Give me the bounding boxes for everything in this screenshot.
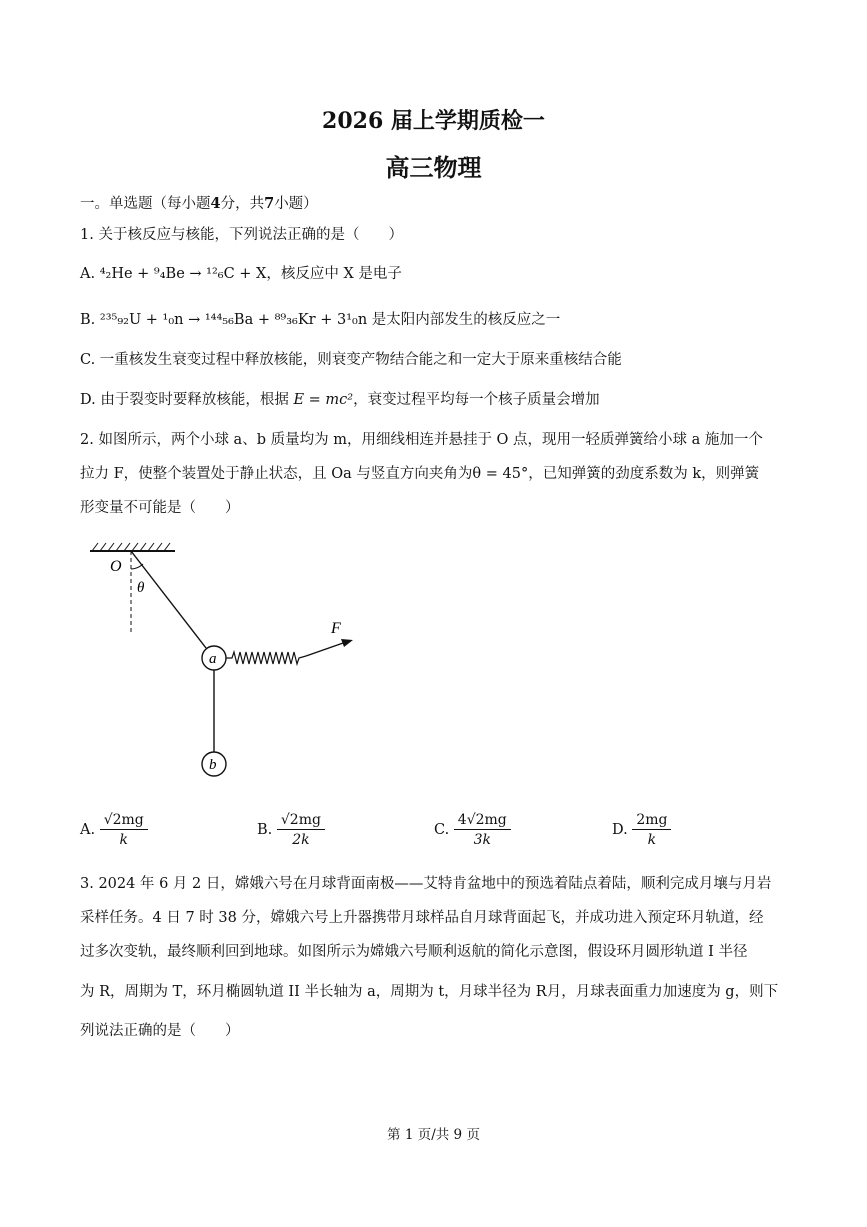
q2-option-c-label: C.	[434, 822, 450, 838]
q2-option-d-label: D.	[612, 822, 628, 838]
q1-option-d-text: ，衰变过程平均每一个核子质量会增加	[353, 392, 600, 408]
q2-pendulum-diagram	[80, 535, 380, 785]
q2-option-c-numerator: 4√2mg	[454, 812, 511, 830]
q2-option-b-denominator: 2k	[292, 832, 310, 848]
q1-option-b-text: 是太阳内部发生的核反应之一	[371, 312, 561, 328]
q1-option-b-equation: ²³⁵₉₂U + ¹₀n → ¹⁴⁴₅₆Ba + ⁸⁹₃₆Kr + 3¹₀n	[99, 312, 368, 328]
q1-option-b	[80, 308, 560, 329]
q2-option-c	[434, 812, 511, 848]
force-arrowhead	[341, 639, 353, 647]
q2-option-d-denominator: k	[647, 832, 657, 848]
section-heading-points: 4	[210, 195, 221, 212]
q2-option-d-numerator: 2mg	[632, 812, 671, 830]
q1-option-a-label: A.	[80, 266, 96, 282]
label-b: b	[209, 757, 217, 773]
q2-option-a-fraction	[100, 812, 148, 848]
section-heading-prefix: 一。单选题（每小题	[80, 196, 211, 212]
q1-option-d-label: D. 由于裂变时要释放核能，根据	[80, 392, 289, 408]
spring	[226, 652, 306, 664]
section-heading-count: 7	[264, 195, 275, 212]
q1-option-d	[80, 388, 600, 409]
q1-option-a-equation: ⁴₂He + ⁹₄Be → ¹²₆C + X	[99, 266, 267, 282]
q2-option-b-numerator: √2mg	[277, 812, 325, 830]
page-footer: 第 1 页/共 9 页	[387, 1127, 480, 1143]
q3-stem-line3: 过多次变轨，最终顺利回到地球。如图所示为嫦娥六号顺利返航的简化示意图，假设环月圆形轨道 I 半径	[80, 944, 748, 960]
q2-option-c-denominator: 3k	[473, 832, 491, 848]
exam-title: 2026 届上学期质检一	[322, 108, 545, 134]
q2-stem-line3: 形变量不可能是（ ）	[80, 500, 240, 516]
force-arrow-line	[306, 642, 346, 656]
q2-option-a-label: A.	[80, 822, 96, 838]
section-heading-mid: 分，共	[220, 196, 265, 212]
label-f: F	[331, 620, 341, 637]
q2-option-d-fraction	[632, 812, 671, 848]
q2-option-a-numerator: √2mg	[100, 812, 148, 830]
q2-stem-line1: 2. 如图所示，两个小球 a、b 质量均为 m，用细线相连并悬挂于 O 点，现用一轻质弹簧给小球 a 施加一个	[80, 432, 763, 448]
q2-option-a-denominator: k	[119, 832, 128, 848]
q1-option-d-equation: E = mc²	[293, 392, 354, 408]
q2-stem-line2: 拉力 F，使整个装置处于静止状态，且 Oa 与竖直方向夹角为θ = 45°，已知弹簧的劲度系数为 k，则弹簧	[80, 466, 760, 482]
q1-option-c: C. 一重核发生衰变过程中释放核能，则衰变产物结合能之和一定大于原来重核结合能	[80, 352, 622, 368]
string-oa	[131, 551, 206, 648]
q2-option-b-label: B.	[257, 822, 273, 838]
q2-option-c-fraction	[454, 812, 511, 848]
label-theta: θ	[137, 580, 145, 596]
ceiling-hatching	[92, 543, 170, 551]
q3-stem-line5: 列说法正确的是（ ）	[80, 1023, 240, 1039]
q1-option-b-label: B.	[80, 312, 96, 328]
q3-stem-line4: 为 R，周期为 T，环月椭圆轨道 II 半长轴为 a，周期为 t，月球半径为 R月，月球表面重力加速度为 g，则下	[80, 984, 779, 1000]
section-heading	[80, 192, 318, 213]
q2-option-a	[80, 812, 148, 848]
exam-subject: 高三物理	[385, 153, 482, 182]
section-heading-suffix: 小题）	[274, 196, 318, 212]
q2-option-d	[612, 812, 671, 848]
label-a: a	[209, 651, 217, 667]
q3-stem-line1: 3. 2024 年 6 月 2 日，嫦娥六号在月球背面南极——艾特肯盆地中的预选着陆点着陆，顺利完成月壤与月岩	[80, 876, 772, 892]
q1-stem: 1. 关于核反应与核能，下列说法正确的是（ ）	[80, 227, 403, 243]
q1-option-a-text: ，核反应中 X 是电子	[266, 266, 402, 282]
q1-option-a	[80, 262, 402, 283]
q3-stem-line2: 采样任务。4 日 7 时 38 分，嫦娥六号上升器携带月球样品自月球背面起飞，并成功进入预定环月轨道，经	[80, 910, 764, 926]
q2-option-b	[257, 812, 325, 848]
q2-option-b-fraction	[277, 812, 325, 848]
label-o: O	[110, 558, 122, 575]
